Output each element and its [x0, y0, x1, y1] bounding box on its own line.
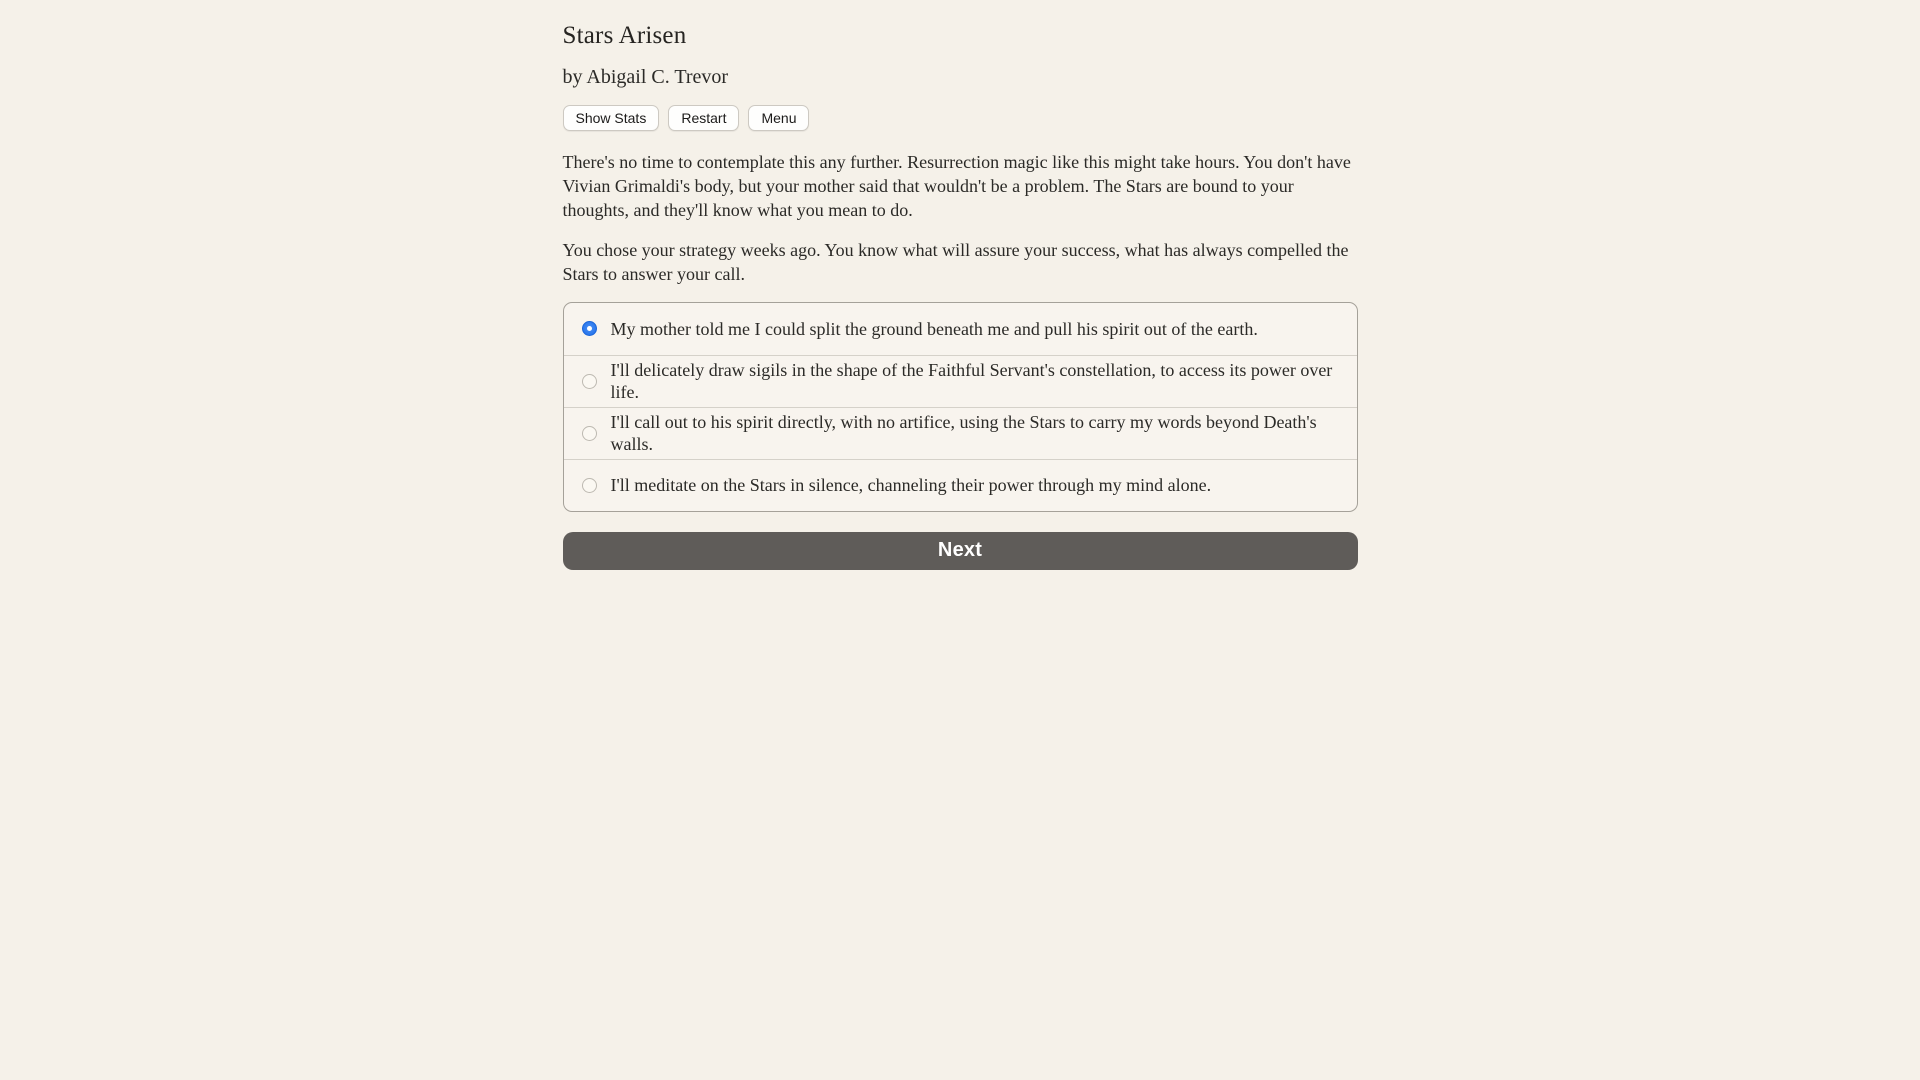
next-button[interactable]: Next [563, 532, 1358, 570]
choice-label: I'll meditate on the Stars in silence, channeling their power through my mind alone. [610, 475, 1212, 495]
page-container [563, 0, 1358, 570]
menu-button[interactable]: Menu [748, 105, 809, 131]
show-stats-button[interactable]: Show Stats [563, 105, 660, 131]
toolbar [563, 105, 1358, 131]
radio-button[interactable] [582, 478, 597, 493]
choice-group [563, 302, 1358, 512]
story-paragraph: There's no time to contemplate this any further. Resurrection magic like this might take hours. You don't have Vivian Grimaldi's body, but your mother said that wouldn't be a problem. The Stars are bound to your thoughts, and they'll know what you mean to do. [562, 151, 1351, 220]
choice-label: I'll delicately draw sigils in the shape of the Faithful Servant's constellation, to access its power over life. [610, 360, 1333, 402]
radio-button[interactable] [582, 321, 597, 336]
choice-option-3[interactable] [564, 407, 1357, 459]
choice-label: I'll call out to his spirit directly, with no artifice, using the Stars to carry my words beyond Death's walls. [610, 412, 1317, 454]
radio-button[interactable] [582, 426, 597, 441]
choice-option-2[interactable] [564, 355, 1357, 407]
choice-option-1[interactable] [564, 303, 1357, 355]
story-paragraph: You chose your strategy weeks ago. You know what will assure your success, what has always compelled the Stars to answer your call. [562, 239, 1349, 284]
restart-button[interactable]: Restart [668, 105, 739, 131]
radio-button[interactable] [582, 374, 597, 389]
choice-label: My mother told me I could split the ground beneath me and pull his spirit out of the earth. [610, 318, 1258, 339]
author-byline: by Abigail C. Trevor [562, 65, 729, 88]
choice-option-4[interactable] [564, 459, 1357, 511]
story-text [563, 150, 1358, 286]
page-title: Stars Arisen [562, 22, 687, 49]
